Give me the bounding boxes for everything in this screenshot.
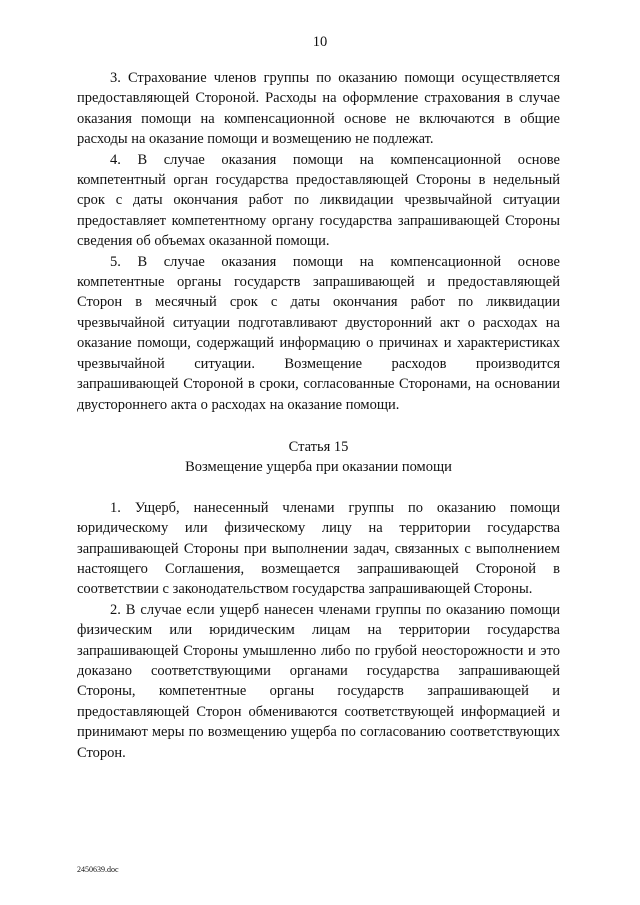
footer-document-code: 2450639.doc [77, 865, 119, 874]
page-number: 10 [312, 34, 328, 50]
article-heading: Статья 15 [288, 438, 349, 455]
article-title: Возмещение ущерба при оказании помощи [185, 459, 452, 476]
paragraph-weekly-report: 4. В случае оказания помощи на компенсационной основе компетентный орган государства предоставляющей Стороны в недельный срок с даты окончания работ по ликвидации чрезвычайной ситуации предоставляет компетентному органу государства запрашивающей Стороны сведения об объемах оказанной помощи. [77, 151, 560, 250]
paragraph-intentional-damage: 2. В случае если ущерб нанесен членами группы по оказанию помощи физическим или юридическим лицам на территории государства запрашивающей Стороны умышленно либо по грубой неосторожности и это доказано соответствующими органами государства запрашивающей Стороны, компетентные органы государств запрашивающей и предоставляющей Сторон обмениваются соответствующей информацией и принимают меры по возмещению ущерба по согласованию соответствующих Сторон. [77, 601, 560, 761]
paragraph-insurance: 3. Страхование членов группы по оказанию помощи осуществляется предоставляющей Стороной. Расходы на оформление страхования в случае оказания помощи на компенсационной основе не включаются в общие расходы на оказание помощи и возмещению не подлежат. [77, 70, 560, 148]
paragraph-damage-compensation: 1. Ущерб, нанесенный членами группы по оказанию помощи юридическому или физическому лицу на территории государства запрашивающей Стороны при выполнении задач, связанных с выполнением настоящего Соглашения, возмещается запрашивающей Стороной в соответствии с законодательством государства запрашивающей Стороны. [77, 499, 560, 598]
document-body [77, 68, 560, 763]
paragraph-bilateral-act: 5. В случае оказания помощи на компенсационной основе компетентные органы государств запрашивающей и предоставляющей Сторон в месячный срок с даты окончания работ по ликвидации чрезвычайной ситуации подготавливают двусторонний акт о расходах на оказание помощи, содержащий информацию о причинах и характеристиках чрезвычайной ситуации. Возмещение расходов производится запрашивающей Стороной в сроки, согласованные Сторонами, на основании двустороннего акта о расходах на оказание помощи. [77, 253, 560, 413]
